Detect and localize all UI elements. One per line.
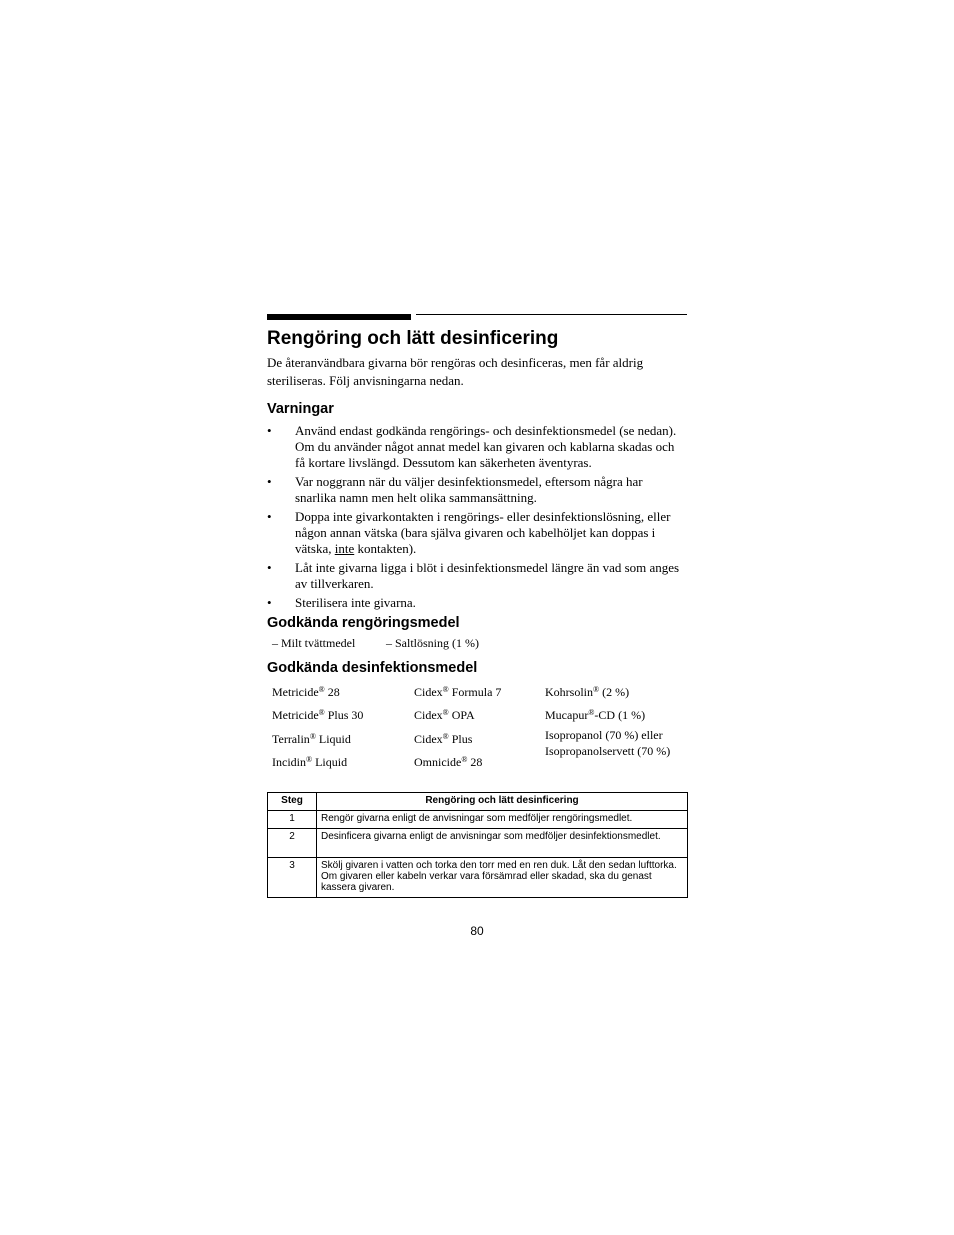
warning-text-part: kontakten).	[354, 541, 417, 556]
warning-item	[267, 509, 687, 557]
registered-mark: ®	[318, 685, 325, 694]
product-detail: 28	[324, 685, 340, 699]
product-detail: Formula 7	[448, 685, 502, 699]
steps-table	[267, 792, 688, 898]
warning-text: Låt inte givarna ligga i blöt i desinfektionsmedel längre än vad som anges av tillverkaren.	[295, 560, 680, 591]
disinfectant-item	[545, 684, 629, 700]
disinfectant-item	[545, 727, 670, 759]
product-detail: 28	[467, 755, 483, 769]
product-detail: Plus 30	[324, 708, 364, 722]
disinfectant-item	[272, 684, 340, 700]
disinfectant-item	[414, 707, 475, 723]
warnings-heading: Varningar	[267, 401, 334, 417]
product-name: Terralin	[272, 732, 310, 746]
intro-paragraph: De återanvändbara givarna bör rengöras och desinficeras, men får aldrig steriliseras. Följ anvisningarna nedan.	[267, 355, 644, 388]
bullet-icon: •	[267, 595, 272, 610]
disinfectant-item	[414, 731, 472, 747]
disinfectants-heading: Godkända desinfektionsmedel	[267, 660, 478, 676]
registered-mark: ®	[309, 732, 316, 741]
table-header-row	[268, 793, 688, 811]
product-line: Isopropanolservett (70 %)	[545, 744, 671, 758]
disinfectant-item	[272, 707, 363, 723]
product-name: Kohrsolin	[545, 685, 593, 699]
registered-mark: ®	[593, 685, 600, 694]
bullet-icon: •	[267, 509, 272, 524]
disinfectant-item	[272, 731, 351, 747]
warning-item	[267, 423, 687, 471]
cleaner-item: – Milt tvättmedel	[272, 636, 356, 650]
cleaners-heading: Godkända rengöringsmedel	[267, 615, 460, 631]
registered-mark: ®	[442, 708, 449, 717]
heading-rule-thick	[267, 314, 411, 320]
table-row	[268, 811, 688, 829]
product-detail: Liquid	[312, 755, 348, 769]
page-number: 80	[470, 924, 484, 938]
product-name: Metricide	[272, 708, 319, 722]
product-name: Omnicide	[414, 755, 462, 769]
page-title: Rengöring och lätt desinficering	[267, 328, 559, 349]
product-name: Incidin	[272, 755, 306, 769]
warnings-list	[267, 423, 687, 614]
product-detail: -CD (1 %)	[594, 708, 646, 722]
step-text: Rengör givarna enligt de anvisningar som medföljer rengöringsmedlet.	[317, 811, 688, 829]
warning-item	[267, 595, 687, 611]
warning-text-part: Doppa inte givarkontakten i rengörings- eller desinfektionslösning, eller någon annan vätska (bara själva givaren och kabelhöljet kan doppas i vätska,	[295, 509, 671, 556]
disinfectant-item	[545, 707, 645, 723]
registered-mark: ®	[442, 732, 449, 741]
table-row	[268, 858, 688, 898]
heading-rule-thin	[416, 314, 687, 315]
disinfectant-item	[414, 684, 501, 700]
registered-mark: ®	[461, 755, 468, 764]
warning-text	[295, 509, 670, 556]
product-name: Metricide	[272, 685, 319, 699]
warning-emphasis: inte	[334, 541, 355, 556]
registered-mark: ®	[442, 685, 449, 694]
disinfectant-item	[272, 754, 347, 770]
step-number: 2	[268, 829, 317, 858]
product-name: Cidex	[414, 685, 443, 699]
step-number: 3	[268, 858, 317, 898]
registered-mark: ®	[306, 755, 313, 764]
warning-item	[267, 474, 687, 506]
column-header-procedure: Rengöring och lätt desinficering	[317, 793, 688, 811]
bullet-icon: •	[267, 474, 272, 489]
product-detail: OPA	[448, 708, 475, 722]
product-detail: (2 %)	[599, 685, 630, 699]
column-header-step: Steg	[268, 793, 317, 811]
step-number: 1	[268, 811, 317, 829]
product-name: Mucapur	[545, 708, 589, 722]
step-text: Desinficera givarna enligt de anvisningar som medföljer desinfektionsmedlet.	[317, 829, 688, 858]
registered-mark: ®	[318, 708, 325, 717]
warning-text: Använd endast godkända rengörings- och desinfektionsmedel (se nedan). Om du använder något annat medel kan givaren och kablarna skadas och få kortare livslängd. Dessutom kan säkerheten äventyras.	[295, 423, 677, 470]
product-name: Cidex	[414, 708, 443, 722]
warning-text: Var noggrann när du väljer desinfektionsmedel, eftersom några har snarlika namn men helt olika sammansättning.	[295, 474, 643, 505]
product-name: Cidex	[414, 732, 443, 746]
step-text: Skölj givaren i vatten och torka den torr med en ren duk. Låt den sedan lufttorka. Om givaren eller kabeln verkar vara försämrad eller skadad, ska du genast kassera givaren.	[317, 858, 688, 898]
product-detail: Plus	[448, 732, 473, 746]
product-detail: Liquid	[315, 732, 351, 746]
product-line: Isopropanol (70 %) eller	[545, 728, 663, 742]
warning-item	[267, 560, 687, 592]
registered-mark: ®	[588, 708, 595, 717]
warning-text: Sterilisera inte givarna.	[295, 595, 416, 610]
cleaner-item: – Saltlösning (1 %)	[386, 636, 479, 650]
bullet-icon: •	[267, 423, 272, 438]
bullet-icon: •	[267, 560, 272, 575]
disinfectant-item	[414, 754, 482, 770]
table-row	[268, 829, 688, 858]
